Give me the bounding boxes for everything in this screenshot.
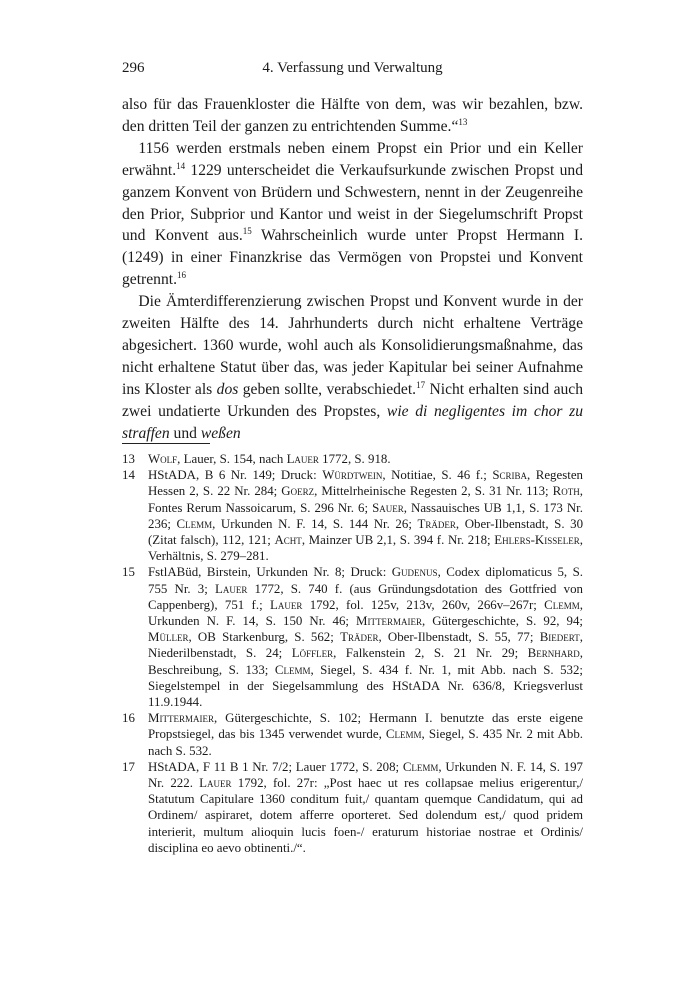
author-name: Gudenus (391, 565, 438, 580)
italic-text: wie di negligentes im chor zu straffen (122, 402, 583, 442)
text-run: und (169, 424, 201, 442)
text-run: , Urkunden N. F. 14, S. 197 Nr. 222. (148, 759, 583, 791)
author-name: Scriba (492, 468, 527, 483)
text-run: , Beschreibung, S. 133; (148, 646, 583, 677)
text-run: , Lauer, S. 154, nach (177, 452, 287, 466)
text-run: HStADA, B 6 Nr. 149; Druck: (148, 468, 323, 483)
text-run: , Fontes Rerum Nassoicarum, S. 296 Nr. 6; (148, 484, 583, 515)
text-run: , OB Starkenburg, S. 562; (188, 630, 341, 645)
italic-text: dos (216, 380, 239, 398)
footnote-divider (122, 443, 210, 444)
author-name: Roth (552, 484, 580, 499)
text-run: 1792, fol. 27r: „Post haec ut res collapsae melius erigerentur,/ Statutum Capitulare 1360 conditum fuit,/ quantam quemque Candidatum, qui ad Ordinem/ aspiraret, dotem afferre oporteret. Sed dolendum est,/ quod pridem interierit, multum alioquin lucis foen-/ eraturum historiae nostrae et Ordinis/ disciplina eo aevo obtinenti./“. (148, 776, 583, 855)
paragraph (122, 138, 583, 291)
text-run: , Niederilbenstadt, S. 24; (148, 630, 583, 661)
footnote-text (148, 711, 583, 757)
text-run: 1792, fol. 125v, 213v, 260v, 266v–267r; (302, 597, 545, 612)
author-name: Clemm (402, 759, 439, 774)
footnotes (122, 451, 583, 856)
footnote (122, 564, 583, 710)
author-name: Acht (274, 533, 302, 548)
text-run: , Regesten Hessen 2, S. 22 Nr. 284; (148, 468, 583, 499)
footnote (122, 710, 583, 759)
author-name: Biedert (539, 630, 580, 645)
footnote-ref[interactable]: 15 (242, 226, 252, 237)
text-run: , Falkenstein 2, S. 21 Nr. 29; (333, 646, 528, 661)
author-name: Lauer (269, 597, 303, 612)
footnote-text (148, 565, 583, 709)
footnote-number: 13 (122, 452, 135, 466)
text-run: , Urkunden N. F. 14, S. 144 Nr. 26; (212, 516, 418, 531)
footnote-ref[interactable]: 13 (458, 116, 468, 127)
main-text (122, 94, 583, 445)
italic-text: weßen (200, 424, 241, 442)
author-name: Ehlers-Kisseler (494, 533, 580, 548)
footnote-ref[interactable]: 14 (176, 160, 186, 171)
text-run: Nicht erhalten sind auch zwei undatierte Urkunden des Propstes, (122, 380, 584, 420)
author-name: Löffler (291, 646, 334, 661)
author-name: Mittermaier (356, 614, 422, 629)
footnote-text (148, 760, 583, 855)
text-run: , Nassauisches UB 1,1, S. 173 Nr. 236; (148, 500, 583, 531)
author-name: Goerz (281, 484, 315, 499)
text-run: , Codex diplomaticus 5, S. 755 Nr. 3; (148, 565, 583, 596)
text-run: , Notitiae, S. 46 f.; (382, 468, 493, 483)
text-run: , Verhältnis, S. 279–281. (148, 533, 583, 564)
author-name: Mittermaier (148, 711, 214, 726)
footnote-text (148, 452, 391, 466)
author-name: Müller (148, 630, 189, 645)
author-name: Lauer (215, 581, 248, 596)
text-run: , Ober-Ilbenstadt, S. 55, 77; (378, 630, 540, 645)
author-name: Wolf (148, 452, 178, 466)
footnote-number: 14 (122, 468, 135, 483)
text-run: Wahrscheinlich wurde unter Propst Hermann I. (1249) in einer Finanzkrise das Vermögen von Propstei und Konvent getrennt. (122, 227, 583, 289)
footnote-ref[interactable]: 17 (416, 379, 426, 390)
footnote-number: 16 (122, 711, 135, 726)
text-run: FstlABüd, Birstein, Urkunden Nr. 8; Druck: (148, 565, 392, 580)
footnote (122, 467, 583, 564)
text-run: geben sollte, verabschiedet. (238, 380, 417, 398)
text-run: , Ober-Ilbenstadt, S. 30 (Zitat falsch), 112, 121; (148, 516, 584, 548)
running-head: 4. Verfassung und Verwaltung (262, 60, 443, 76)
author-name: Clemm (274, 662, 311, 677)
author-name: Lauer (286, 452, 319, 466)
text-run: Die Ämterdifferenzierung zwischen Propst und Konvent wurde in der zweiten Hälfte des 14. Jahrhunderts durch nicht erhaltene Verträge abgesichert. 1360 wurde, wohl auch als Konsolidierungsmaßnahme, das nicht erhaltene Statut über das, was jeder Kapitular bei seiner Aufnahme ins Kloster als (122, 293, 583, 398)
author-name: Clemm (176, 516, 213, 531)
author-name: Sauer (372, 500, 404, 515)
author-name: Würdtwein (322, 468, 383, 483)
page-header (122, 60, 583, 80)
text-run: 1772, S. 918. (318, 452, 391, 466)
text-run: 1229 unterscheidet die Verkaufsurkunde zwischen Propst und ganzem Konvent von Brüdern und Schwestern, nennt in der Zeugenreihe den Prior, Subprior und Kantor und weist in der Siegelumschrift Propst und Konvent aus. (122, 161, 583, 245)
footnote-text (148, 468, 583, 563)
text-run: , Mainzer UB 2,1, S. 394 f. Nr. 218; (301, 533, 495, 548)
text-run: 1772, S. 740 f. (aus Gründungsdotation des Gottfried von Cappenberg), 751 f.; (148, 581, 583, 612)
text-run: , Mittelrheinische Regesten 2, S. 31 Nr. 113; (314, 484, 553, 499)
author-name: Clemm (385, 727, 422, 742)
author-name: Träder (417, 516, 456, 531)
author-name: Lauer (199, 776, 232, 791)
footnote (122, 759, 583, 856)
paragraph (122, 291, 583, 444)
text-run: , Urkunden N. F. 14, S. 150 Nr. 46; (148, 597, 583, 629)
footnote-number: 17 (122, 759, 135, 774)
text-run: , Siegel, S. 435 Nr. 2 mit Abb. nach S. 532. (148, 727, 583, 758)
text-run: HStADA, F 11 B 1 Nr. 7/2; Lauer 1772, S. 208; (148, 759, 403, 774)
text-run: , Gütergeschichte, S. 102; Hermann I. benutzte das erste eigene Propstsiegel, das bis 1345 verwendet wurde, (148, 711, 583, 742)
footnote-ref[interactable]: 16 (177, 270, 186, 281)
text-run: 1156 werden erstmals neben einem Propst ein Prior und ein Keller erwähnt. (122, 139, 583, 179)
author-name: Träder (340, 630, 379, 645)
footnote (122, 451, 583, 467)
text-run: , Siegel, S. 434 f. Nr. 1, mit Abb. nach S. 532; Siegelstempel in der Siegelsammlung des HStADA Nr. 636/8, Kriegsverlust 11.9.1944. (148, 662, 583, 710)
footnote-number: 15 (122, 565, 135, 580)
paragraph (122, 94, 583, 138)
text-run: , Gütergeschichte, S. 92, 94; (421, 614, 583, 629)
page-number: 296 (122, 60, 145, 76)
author-name: Bernhard (527, 646, 580, 661)
text-run: also für das Frauenkloster die Hälfte von dem, was wir bezahlen, bzw. den dritten Teil der ganzen zu entrichtenden Summe.“ (122, 96, 583, 135)
author-name: Clemm (544, 597, 580, 612)
